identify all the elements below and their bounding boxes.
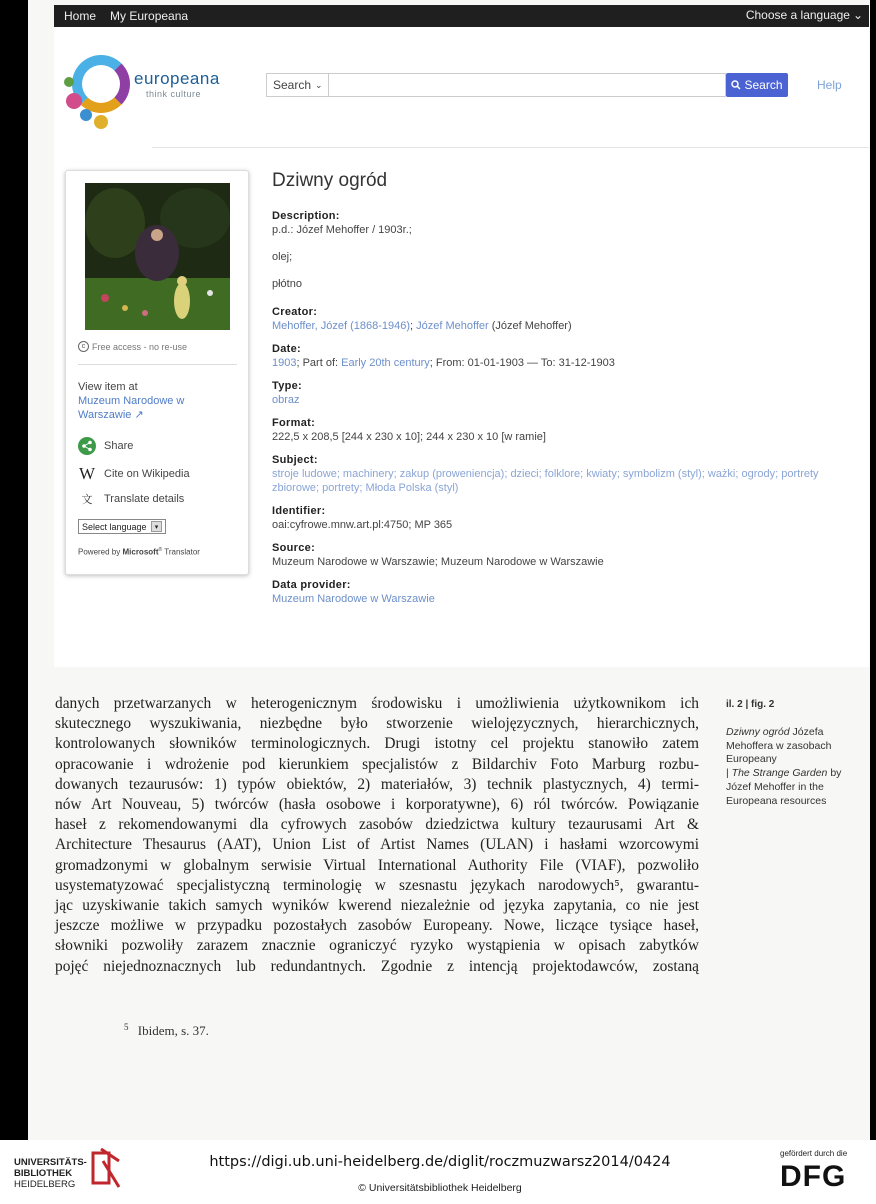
text-line: dowanych tezaurusów: 1) typów obiektów, 2) materiałów, 3) technik plastycznych, 4) termi- <box>55 775 699 793</box>
date-label: Date: <box>272 343 302 355</box>
text-line: gromadzonymi w globalnym serwisie Virtual International Authority File (VIAF), pozwoliło <box>55 856 699 874</box>
europeana-screenshot <box>54 27 869 667</box>
footnote-text: Ibidem, s. 37. <box>137 1023 209 1039</box>
view-item-label: View item at <box>78 381 138 393</box>
field-data-provider <box>272 578 852 606</box>
rights-statement[interactable] <box>78 341 187 352</box>
share-icon <box>78 437 96 455</box>
powered-by: Powered by Microsoft® Translator <box>78 547 200 557</box>
provider-label: Data provider: <box>272 579 351 591</box>
share-label: Share <box>104 440 134 452</box>
format-label: Format: <box>272 417 316 429</box>
nav-home[interactable]: Home <box>64 9 97 23</box>
caption-en: by Józef Mehoffer in the Europeana resources <box>726 767 842 807</box>
provider-link-label: Muzeum Narodowe w Warszawie <box>78 395 185 421</box>
creator-label: Creator: <box>272 306 318 318</box>
text-line: Architecture Thesaurus (AAT), Union List of Artist Names (ULAN) i hasłami wzorcowymi <box>55 836 699 854</box>
field-type <box>272 379 852 407</box>
rights-label: Free access - no re-use <box>92 341 188 352</box>
translate-details-button[interactable] <box>78 490 184 508</box>
chevron-down-icon: ⌄ <box>852 8 863 22</box>
funded-by-label: gefördert durch die <box>780 1149 848 1158</box>
description-value: p.d.: Józef Mehoffer / 1903r.; <box>272 224 412 236</box>
share-button[interactable] <box>78 437 133 455</box>
logo-name: europeana <box>134 69 220 88</box>
item-side-panel <box>65 170 249 575</box>
subject-label: Subject: <box>272 454 318 466</box>
text-line: danych przetwarzanych w heterogenicznym środowisku i umożliwienia użytkownikom ich <box>55 695 699 712</box>
text-line: słowniki pozwoliły zarazem znacznie ograniczyć ryzyko wystąpienia w opisach zabytków <box>55 937 699 955</box>
powered-prefix: Powered by <box>78 547 121 557</box>
logo-dot-icon <box>80 109 92 121</box>
nav-my-europeana[interactable]: My Europeana <box>110 9 189 23</box>
creator-link[interactable]: Mehoffer, Józef (1868-1946) <box>272 320 410 332</box>
university-logo-icon <box>89 1147 123 1191</box>
site-topbar <box>54 5 869 27</box>
logo-dot-icon <box>94 115 108 129</box>
caption-pl: Józefa Mehoffera w zasobach Europeany <box>726 725 832 766</box>
subject-links[interactable]: stroje ludowe; machinery; zakup (proweniencja); dzieci; folklore; kwiaty; symbolizm (styl); ważki; ogrody; portrety zbiorowe; portrety; Młoda Polska (styl) <box>272 468 819 494</box>
cite-label: Cite on Wikipedia <box>104 468 190 480</box>
field-description <box>272 209 852 291</box>
cite-wikipedia-button[interactable] <box>78 465 190 483</box>
uni-line: UNIVERSITÄTS- <box>14 1157 87 1168</box>
identifier-value: oai:cyfrowe.mnw.art.pl:4750; MP 365 <box>272 519 453 531</box>
description-value: płótno <box>272 278 302 290</box>
artwork-thumbnail[interactable] <box>85 183 230 330</box>
chevron-down-icon: ⌄ <box>315 79 323 90</box>
permalink-url[interactable]: https://digi.ub.uni-heidelberg.de/diglit/roczmuzwarsz2014/0424 <box>209 1154 671 1170</box>
caption-en-title: The Strange Garden <box>731 767 828 780</box>
header-divider <box>152 147 869 148</box>
view-item-at <box>78 380 238 422</box>
record-metadata <box>272 170 852 615</box>
chevron-down-icon: ▾ <box>151 521 162 532</box>
creator-plain: (Józef Mehoffer) <box>491 320 572 332</box>
search-button[interactable] <box>726 73 788 97</box>
text-line: opracowanie i wdrożenie pod kierunkiem specjalistów z Bildarchiv Foto Marburg rozbu- <box>55 755 699 773</box>
select-language-label: Select language <box>82 521 147 532</box>
text-line: jeszcze możliwe w przypadku pozostałych zasobów Europeany. Nowe, liczące tysiące haseł, <box>55 917 699 935</box>
source-label: Source: <box>272 542 316 554</box>
identifier-label: Identifier: <box>272 505 326 517</box>
translate-icon: 文 <box>81 494 93 506</box>
figure-number: il. 2 | fig. 2 <box>726 699 775 710</box>
external-link-icon: ↗ <box>134 409 144 421</box>
text-line: nów Art Nouveau, 5) twórców (hasła osobowe i korporatywne), 6) ról twórców. Powiązanie <box>55 796 699 814</box>
field-format <box>272 416 852 444</box>
creator-separator: ; <box>410 320 414 332</box>
field-creator <box>272 305 852 333</box>
uni-line: BIBLIOTHEK <box>14 1168 73 1179</box>
text-line: usystematyzować specjalistyczną terminologię w szesnastu językach narodowych⁵, gwarantu- <box>55 876 699 894</box>
text-line: skutecznego wyszukiwania, niezbędne było stworzenie wielojęzycznych, hierarchicznych, <box>55 715 699 733</box>
type-label: Type: <box>272 380 303 392</box>
uni-line: HEIDELBERG <box>14 1179 76 1190</box>
text-line: kontrolowanych słowników terminologicznych. Drugi istotny cel projektu stanowiło zatem <box>55 735 699 753</box>
wikipedia-icon: W <box>78 464 96 483</box>
date-partof: ; Part of: <box>296 357 339 369</box>
footnote <box>124 1022 209 1039</box>
language-label: Choose a language <box>745 8 850 22</box>
caption-separator: | <box>726 767 732 780</box>
field-date <box>272 342 852 370</box>
dfg-logo: DFG <box>780 1160 847 1193</box>
help-link[interactable]: Help <box>817 78 842 92</box>
description-label: Description: <box>272 210 340 222</box>
select-language-dropdown[interactable] <box>78 519 166 534</box>
figure-caption <box>726 698 856 809</box>
record-title: Dziwny ogród <box>272 170 388 191</box>
university-library-name <box>14 1157 87 1190</box>
copyright-notice: © Universitätsbibliothek Heidelberg <box>358 1182 522 1194</box>
artwork-image <box>85 183 230 330</box>
logo-dot-icon <box>66 93 82 109</box>
copyright-icon: c <box>78 341 89 352</box>
search-button-label: Search <box>744 78 783 92</box>
search-scope-label: Search <box>273 78 312 92</box>
period-link[interactable]: Early 20th century <box>341 357 430 369</box>
format-value: 222,5 x 208,5 [244 x 230 x 10]; 244 x 230 x 10 [w ramie] <box>272 431 546 443</box>
text-line: haseł z rekomendowanymi dla cyfrowych zasobów dziedzictwa kultury tezaurusami Art & <box>55 816 699 834</box>
data-provider-link[interactable]: Muzeum Narodowe w Warszawie <box>272 593 435 605</box>
search-input[interactable] <box>328 73 726 97</box>
article-body <box>55 694 699 977</box>
text-line: jąc uzyskiwanie takich samych wyników kwerend niezależnie od języka zapytania, co nie jest <box>55 897 699 915</box>
field-identifier <box>272 504 852 532</box>
field-source <box>272 541 852 569</box>
europeana-logo[interactable] <box>66 49 226 131</box>
description-value: olej; <box>272 251 293 263</box>
footnote-number: 5 <box>124 1022 129 1032</box>
source-value: Muzeum Narodowe w Warszawie; Muzeum Narodowe w Warszawie <box>272 556 604 568</box>
logo-tagline: think culture <box>146 89 202 99</box>
date-range: ; From: 01-01-1903 — To: 31-12-1903 <box>429 357 615 369</box>
digitization-footer <box>0 1140 876 1204</box>
panel-divider <box>78 364 237 365</box>
type-link[interactable]: obraz <box>272 394 300 406</box>
search-bar <box>266 73 788 97</box>
creator-link[interactable]: Józef Mehoffer <box>416 320 489 332</box>
logo-dot-icon <box>64 77 74 87</box>
date-link[interactable]: 1903 <box>272 357 297 369</box>
powered-brand: Microsoft <box>122 547 159 557</box>
search-scope-select[interactable] <box>266 73 328 97</box>
powered-suffix: Translator <box>164 547 200 557</box>
provider-link[interactable] <box>78 394 238 422</box>
translate-label: Translate details <box>104 493 185 505</box>
top-nav <box>64 9 188 23</box>
language-chooser[interactable] <box>746 8 863 22</box>
field-subject <box>272 453 852 495</box>
caption-pl-title: Dziwny ogród <box>726 725 790 738</box>
text-line: pojęć niejednoznacznych lub redundantnych. Zgodnie z intencją projektodawców, zostaną <box>55 957 699 975</box>
search-icon <box>731 80 741 90</box>
